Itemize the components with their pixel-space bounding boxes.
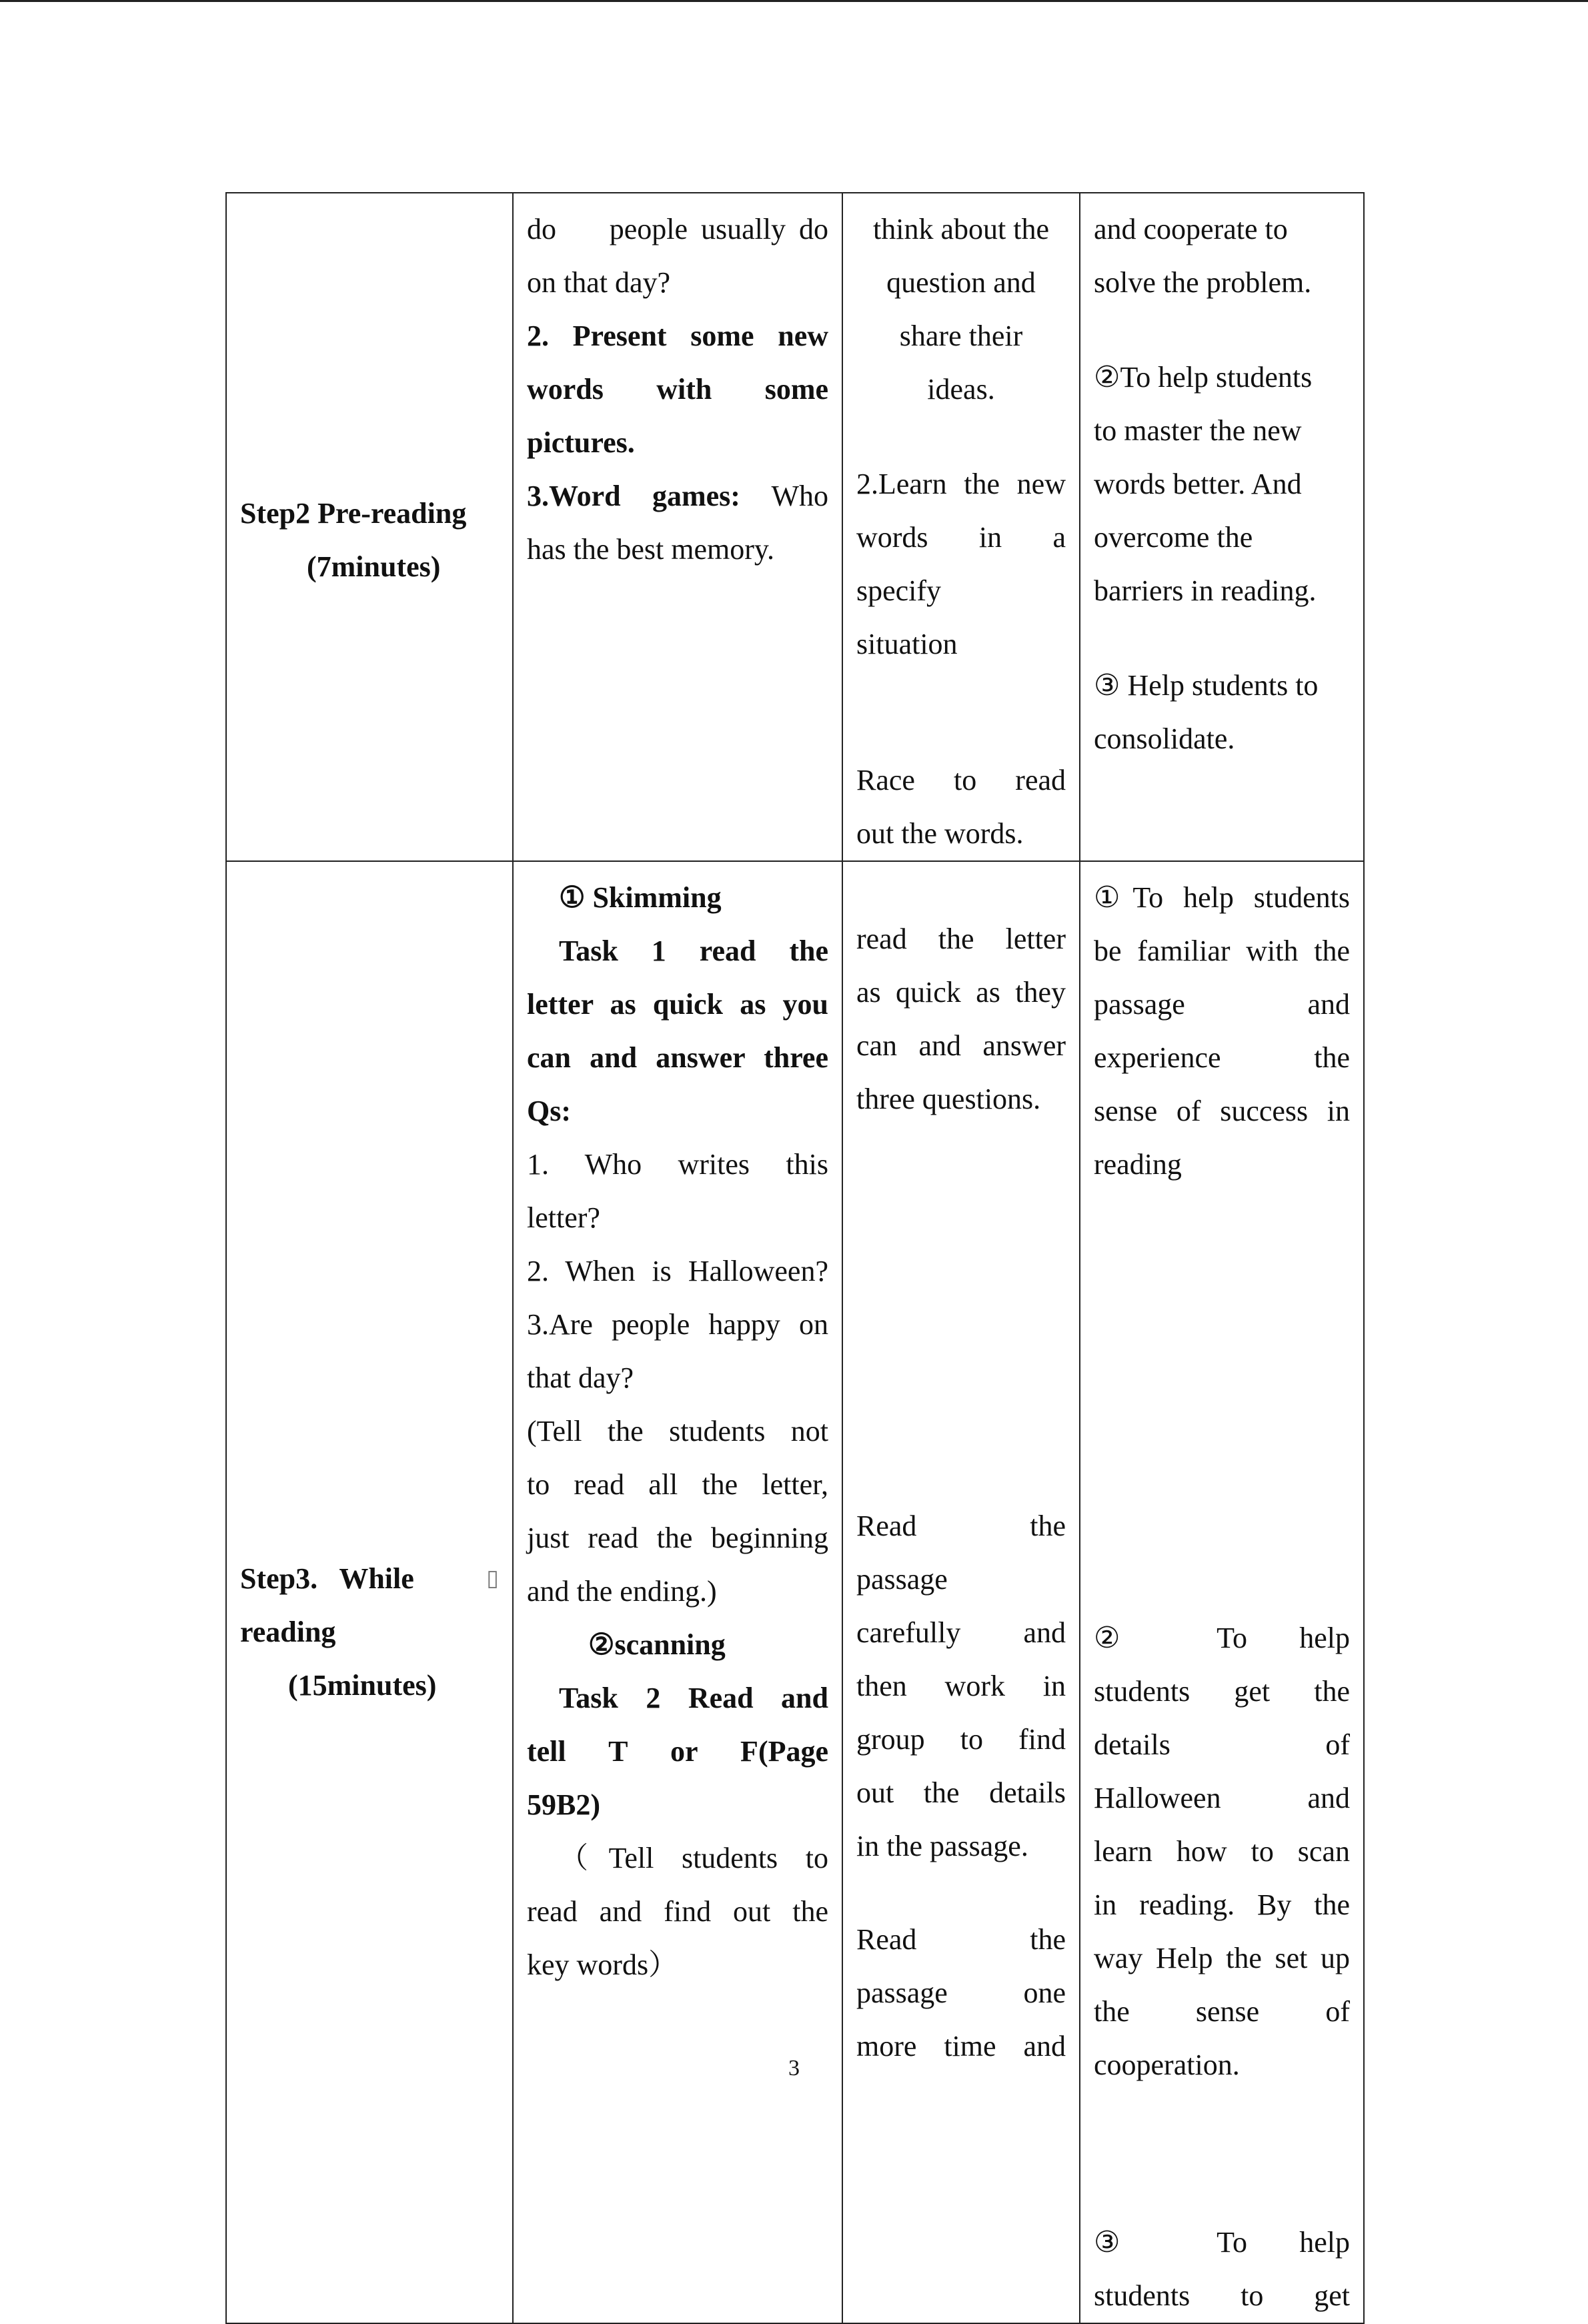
cell-line: as quick as they [856, 976, 1066, 1009]
cell-line: （Tell students to [559, 1842, 828, 1874]
cell-line: tell T or F(Page [527, 1735, 828, 1768]
step-title-text: Step3. While [240, 1562, 414, 1595]
cell-line: 2.Learn the new [856, 468, 1066, 500]
table-row [226, 861, 1364, 2323]
step-title: Step2 Pre-reading [240, 497, 467, 530]
cell-line: students get the [1094, 1675, 1350, 1708]
cell-line: words with some [527, 373, 828, 406]
cell-line: to master the new [1094, 414, 1302, 447]
purpose-cell [1080, 861, 1364, 2323]
student-activity-cell [842, 193, 1080, 861]
cell-line: question and [886, 266, 1036, 299]
cell-line: (Tell the students not [527, 1415, 828, 1447]
spacer [856, 671, 1066, 754]
cell-line: out the words. [856, 817, 1024, 850]
cell-line: Qs: [527, 1095, 571, 1127]
cell-line: the sense of [1094, 1995, 1350, 2028]
cell-line: solve the problem. [1094, 266, 1312, 299]
step-duration: (7minutes) [307, 550, 441, 583]
cell-line: learn how to scan [1094, 1835, 1350, 1868]
cell-line: passage and [1094, 988, 1350, 1021]
cell-line [527, 470, 828, 523]
cell-line: ②scanning [588, 1628, 726, 1661]
cell-line: Halloween and [1094, 1782, 1350, 1814]
label-rest: Who [740, 480, 829, 512]
cell-line: be familiar with the [1094, 935, 1350, 967]
cell-line: just read the beginning [527, 1522, 828, 1554]
cell-line: details of [1094, 1728, 1350, 1761]
spacer [1094, 310, 1350, 351]
cell-line: has the best memory. [527, 533, 775, 566]
cell-line: Race to read [856, 764, 1066, 796]
cell-line: situation [856, 628, 958, 660]
step-duration: (15minutes) [288, 1669, 437, 1702]
cell-line: consolidate. [1094, 722, 1235, 755]
cell-line: ③ To help [1094, 2226, 1350, 2259]
spacer [856, 871, 1066, 913]
cell-line: way Help the set up [1094, 1942, 1350, 1974]
cell-line: sense of success in [1094, 1095, 1350, 1127]
cell-line: think about the [873, 213, 1049, 245]
cell-line: ②To help students [1094, 361, 1313, 394]
cell-line: then work in [856, 1670, 1066, 1702]
page-number: 3 [788, 2056, 800, 2081]
cell-line: in reading. By the [1094, 1888, 1350, 1921]
step-cell [226, 861, 513, 2323]
cell-line: in the passage. [856, 1830, 1028, 1862]
cell-line: carefully and [856, 1616, 1066, 1649]
cell-line: read the letter [856, 923, 1066, 955]
cell-line: ① Skimming [559, 881, 722, 914]
step-title-continued: reading [240, 1616, 336, 1648]
cell-line: Task 1 read the [559, 935, 828, 967]
cell-line: share their [899, 320, 1023, 352]
cell-line: three questions. [856, 1083, 1041, 1115]
cell-line: pictures. [527, 426, 635, 459]
bold-label: 3.Word games: [527, 480, 740, 512]
cell-line: overcome the [1094, 521, 1253, 554]
cell-line: do people usually do [527, 213, 828, 245]
cell-line: words better. And [1094, 468, 1302, 500]
cell-line: specify [856, 574, 942, 607]
cell-line: can and answer three [527, 1041, 828, 1074]
cell-line: 2. Present some new [527, 320, 828, 352]
cell-line: can and answer [856, 1029, 1066, 1062]
placeholder-glyph-icon: ▯ [486, 1566, 499, 1591]
spacer [856, 416, 1066, 458]
cell-line: to read all the letter, [527, 1468, 828, 1501]
spacer [1094, 618, 1350, 659]
cell-line: students to get [1094, 2279, 1350, 2312]
cell-line: Read the [856, 1923, 1066, 1956]
cell-line: on that day? [527, 266, 671, 299]
cell-line: 1. Who writes this [527, 1148, 828, 1181]
cell-line: group to find [856, 1723, 1066, 1756]
teacher-activity-cell [513, 193, 842, 861]
cell-line: more time and [856, 2030, 1066, 2063]
cell-line: experience the [1094, 1041, 1350, 1074]
lesson-plan-table [225, 192, 1365, 2324]
teacher-activity-cell [513, 861, 842, 2323]
cell-line: ② To help [1094, 1622, 1350, 1654]
step-title [240, 1472, 499, 1606]
cell-line: letter as quick as you [527, 988, 828, 1021]
table-row [226, 193, 1364, 861]
cell-line: ①To help students [1094, 881, 1350, 914]
purpose-cell [1080, 193, 1364, 861]
cell-line: ③ Help students to [1094, 669, 1319, 702]
student-activity-cell [842, 861, 1080, 2323]
cell-line: 3.Are people happy on [527, 1308, 828, 1341]
cell-line: cooperation. [1094, 2049, 1240, 2081]
cell-line: words in a [856, 521, 1066, 554]
cell-line: ideas. [927, 373, 995, 406]
cell-line: passage [856, 1563, 948, 1596]
cell-line: letter? [527, 1201, 600, 1234]
cell-line: Read the [856, 1510, 1066, 1542]
cell-line: 2. When is Halloween? [527, 1255, 828, 1287]
step-cell [226, 193, 513, 861]
cell-line: and cooperate to [1094, 213, 1288, 245]
cell-line: read and find out the [527, 1895, 828, 1928]
cell-line: passage one [856, 1976, 1066, 2009]
cell-line: Task 2 Read and [559, 1682, 828, 1714]
cell-line: that day? [527, 1361, 634, 1394]
cell-line: and the ending.) [527, 1575, 717, 1608]
cell-line: 59B2) [527, 1788, 600, 1821]
page-top-border [0, 0, 1588, 2]
cell-line: barriers in reading. [1094, 574, 1317, 607]
cell-line: reading [1094, 1148, 1182, 1181]
cell-line: key words） [527, 1948, 678, 1981]
cell-line: out the details [856, 1776, 1066, 1809]
